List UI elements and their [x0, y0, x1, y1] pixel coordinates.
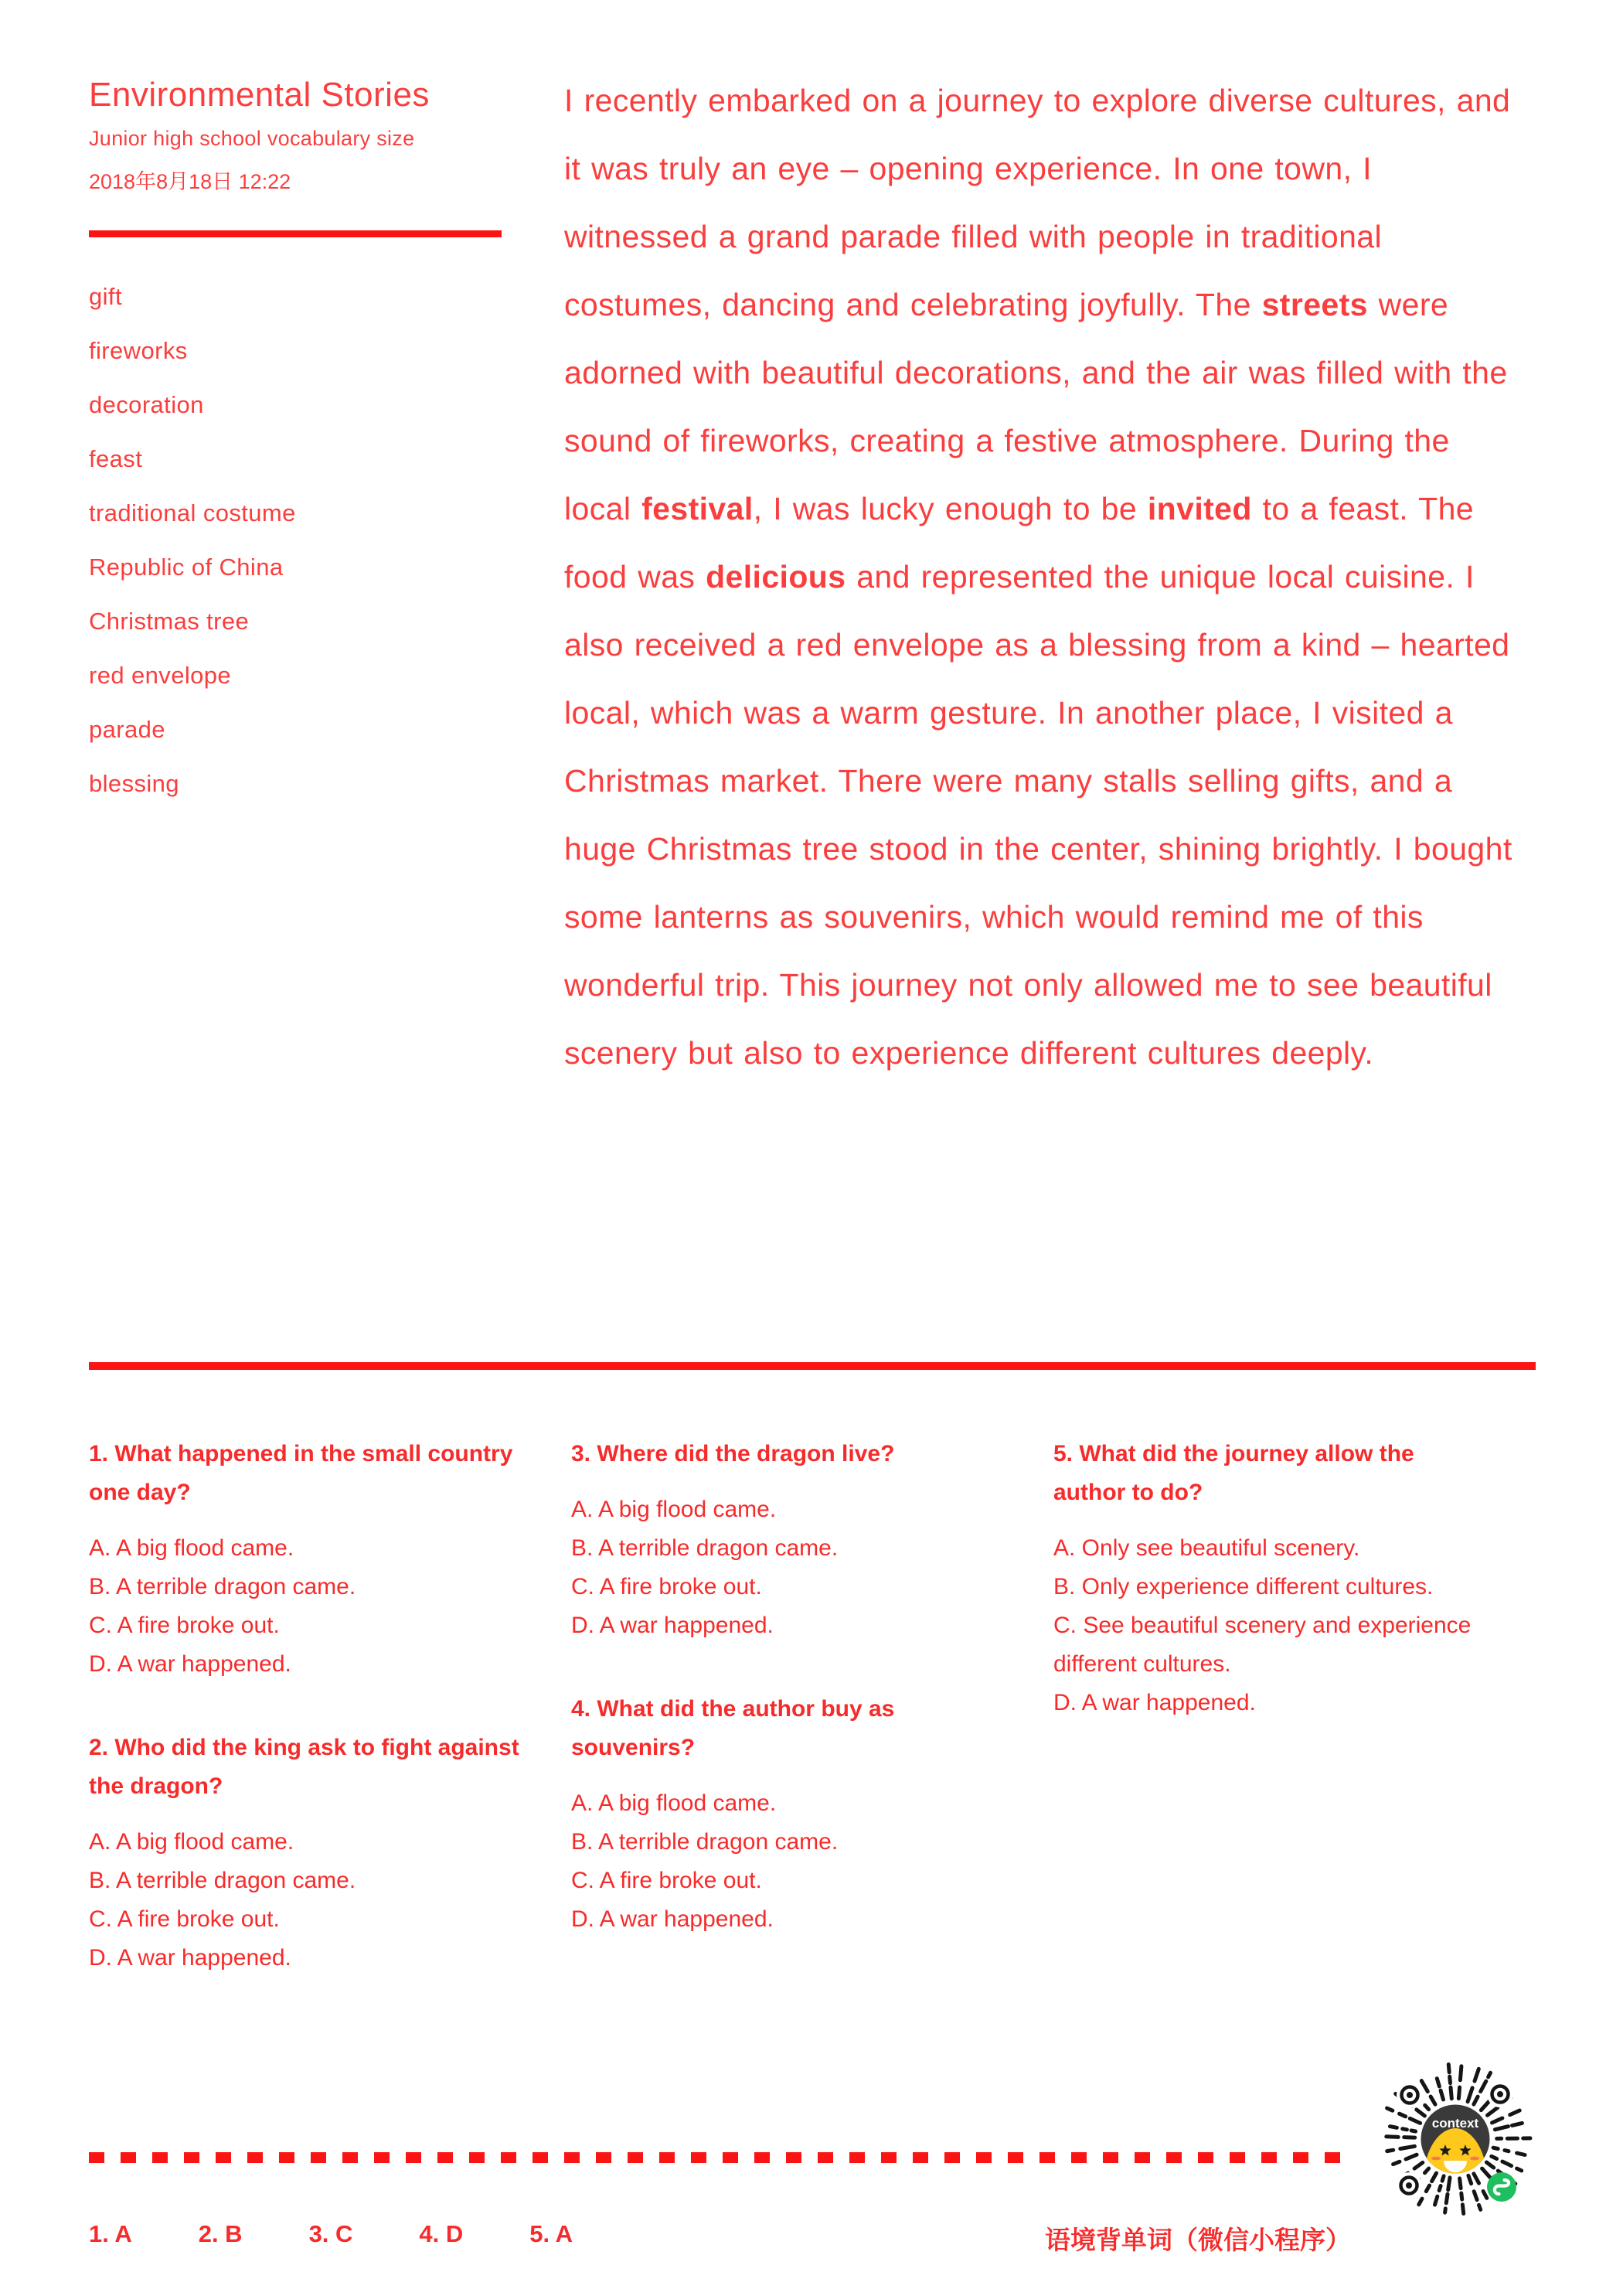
question-5-prompt: 5. What did the journey allow the author to do?	[1053, 1441, 1414, 1505]
vocabulary-list	[89, 270, 553, 811]
question-5	[1053, 1435, 1486, 1722]
question-4-option-b: B. A terrible dragon came.	[571, 1829, 839, 1855]
question-1-prompt: 1. What happened in the small country one day?	[89, 1441, 513, 1505]
story-text-segment: were adorned with beautiful decorations, and the air was filled with the sound of fireworks, creating a festive atmosphere. During the local	[564, 287, 1508, 526]
story-section	[564, 66, 1523, 1087]
story-keyword: festival	[641, 491, 754, 526]
question-5-option-a: A. Only see beautiful scenery.	[1053, 1535, 1360, 1561]
vocabulary-item: Republic of China	[89, 554, 284, 581]
dashed-divider	[89, 2152, 1350, 2163]
question-4	[571, 1690, 1004, 1939]
vocabulary-item: traditional costume	[89, 499, 296, 526]
question-2-prompt: 2. Who did the king ask to fight against the dragon?	[89, 1735, 519, 1799]
story-keyword: delicious	[706, 559, 846, 594]
question-3-option-a: A. A big flood came.	[571, 1497, 777, 1522]
questions-column-3	[1053, 1435, 1486, 2022]
question-3-prompt: 3. Where did the dragon live?	[571, 1441, 895, 1467]
vocabulary-item: parade	[89, 716, 165, 743]
story-paragraph	[564, 66, 1523, 1087]
header-divider	[89, 230, 502, 237]
question-3-option-b: B. A terrible dragon came.	[571, 1535, 839, 1561]
section-divider	[89, 1362, 1536, 1370]
questions-section	[89, 1435, 1536, 2022]
questions-column-2	[571, 1435, 1004, 2022]
question-4-option-d: D. A war happened.	[571, 1906, 774, 1932]
story-text-segment: , I was lucky enough to be	[753, 491, 1148, 526]
page-subtitle: Junior high school vocabulary size	[89, 127, 415, 150]
question-1	[89, 1435, 522, 1684]
story-keyword: invited	[1147, 491, 1252, 526]
wechat-miniprogram-qr-code	[1376, 2059, 1535, 2219]
question-2	[89, 1729, 522, 1977]
answer-3: 3. C	[308, 2220, 353, 2247]
question-2-option-b: B. A terrible dragon came.	[89, 1868, 356, 1893]
answer-4: 4. D	[419, 2220, 464, 2247]
question-3	[571, 1435, 1004, 1645]
question-1-option-a: A. A big flood came.	[89, 1535, 294, 1561]
question-4-prompt: 4. What did the author buy as souvenirs?	[571, 1696, 895, 1760]
story-text-segment: I recently embarked on a journey to explore diverse cultures, and it was truly an eye – opening experience. In one town, I witnessed a grand parade filled with people in traditional costumes, dancing and celebrating joyfully. The	[564, 83, 1511, 322]
answer-1: 1. A	[89, 2220, 132, 2247]
vocabulary-item: feast	[89, 445, 143, 472]
question-1-option-c: C. A fire broke out.	[89, 1613, 280, 1638]
answer-5: 5. A	[529, 2220, 573, 2247]
vocabulary-item: decoration	[89, 391, 204, 418]
question-2-option-d: D. A war happened.	[89, 1945, 291, 1971]
vocabulary-item: gift	[89, 283, 122, 310]
questions-column-1	[89, 1435, 522, 2022]
question-4-option-c: C. A fire broke out.	[571, 1868, 762, 1893]
answer-2: 2. B	[198, 2220, 243, 2247]
story-keyword: streets	[1261, 287, 1368, 322]
app-promo-text: 语境背单词（微信小程序）	[1045, 2226, 1351, 2254]
vocabulary-item: Christmas tree	[89, 608, 250, 635]
answer-key	[89, 2220, 573, 2248]
masthead	[89, 76, 553, 811]
page-title: Environmental Stories	[89, 76, 430, 114]
question-1-option-d: D. A war happened.	[89, 1651, 291, 1677]
vocabulary-item: red envelope	[89, 662, 232, 689]
question-1-option-b: B. A terrible dragon came.	[89, 1574, 356, 1599]
question-3-option-d: D. A war happened.	[571, 1613, 774, 1638]
question-5-option-b: B. Only experience different cultures.	[1053, 1574, 1434, 1599]
question-3-option-c: C. A fire broke out.	[571, 1574, 762, 1599]
qr-code-graphic	[1376, 2059, 1535, 2219]
question-4-option-a: A. A big flood came.	[571, 1790, 777, 1816]
question-5-option-c: C. See beautiful scenery and experience different cultures.	[1053, 1613, 1472, 1677]
wechat-miniprogram-logo	[1487, 2172, 1516, 2202]
question-5-option-d: D. A war happened.	[1053, 1690, 1256, 1715]
qr-center-label: context	[1431, 2116, 1479, 2131]
question-2-option-c: C. A fire broke out.	[89, 1906, 280, 1932]
vocabulary-item: fireworks	[89, 337, 188, 364]
vocabulary-item: blessing	[89, 770, 179, 797]
story-text-segment: and represented the unique local cuisine. I also received a red envelope as a blessing from a kind – hearted local, which was a warm gesture. In another place, I visited a Christmas market. There were many stalls selling gifts, and a huge Christmas tree stood in the center, shining brightly. I bought some lanterns as souvenirs, which would remind me of this wonderful trip. This journey not only allowed me to see beautiful scenery but also to experience different cultures deeply.	[564, 559, 1512, 1071]
story-text-segment: to a feast. The food was	[564, 491, 1474, 594]
page-date: 2018年8月18日 12:22	[89, 170, 291, 193]
question-2-option-a: A. A big flood came.	[89, 1829, 294, 1855]
